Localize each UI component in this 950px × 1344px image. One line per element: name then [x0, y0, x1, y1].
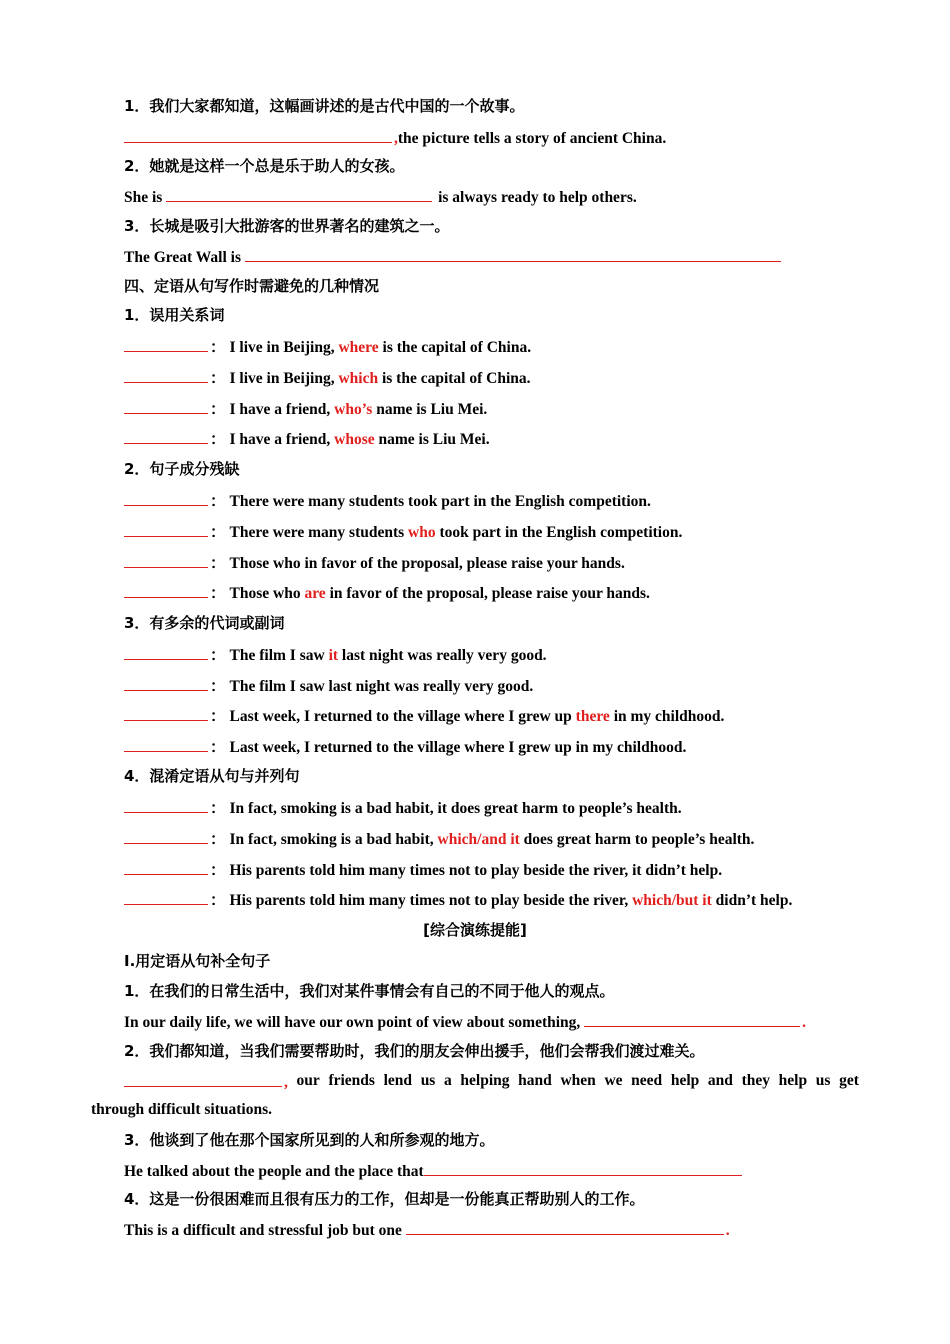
judge-blank[interactable] — [124, 797, 208, 813]
practice-title: [综合演练提能] — [423, 921, 527, 939]
zh-item-3: 3．长城是吸引大批游客的世界著名的建筑之一。 — [124, 217, 450, 235]
judge-line: ： I live in Beijing, where is the capital of China. — [124, 336, 531, 358]
judge-blank[interactable] — [124, 398, 208, 414]
answer-blank[interactable] — [406, 1219, 724, 1235]
judge-blank[interactable] — [124, 336, 208, 352]
judge-line: ： His parents told him many times not to play beside the river, it didn’t help. — [124, 859, 722, 881]
answer-blank[interactable] — [124, 1071, 282, 1087]
ex3-en: He talked about the people and the place that — [124, 1160, 744, 1182]
judge-blank[interactable] — [124, 552, 208, 568]
judge-line: ： Last week, I returned to the village where I grew up in my childhood. — [124, 736, 686, 758]
judge-line: ： I live in Beijing, which is the capital of China. — [124, 367, 531, 389]
answer-blank[interactable] — [245, 246, 781, 262]
sentence-head: The Great Wall is — [124, 249, 241, 266]
judge-line: ： Last week, I returned to the village where I grew up there in my childhood. — [124, 705, 724, 727]
judge-line: ： There were many students took part in the English competition. — [124, 490, 651, 512]
sub-title-1: 1．误用关系词 — [124, 306, 225, 324]
judge-blank[interactable] — [124, 828, 208, 844]
judge-line: ： The film I saw it last night was really very good. — [124, 644, 547, 666]
judge-blank[interactable] — [124, 736, 208, 752]
judge-blank[interactable] — [124, 889, 208, 905]
section-4-title: 四、定语从句写作时需避免的几种情况 — [124, 277, 380, 295]
answer-blank[interactable] — [166, 186, 432, 202]
ex3-cn: 3．他谈到了他在那个国家所见到的人和所参观的地方。 — [124, 1131, 495, 1149]
answer-blank[interactable] — [584, 1011, 800, 1027]
sentence-head: She is — [124, 189, 163, 206]
judge-line: ： I have a friend, who’s name is Liu Mei. — [124, 398, 487, 420]
judge-blank[interactable] — [124, 582, 208, 598]
sentence-text: the picture tells a story of ancient China. — [397, 130, 667, 147]
judge-blank[interactable] — [124, 490, 208, 506]
ex4-en: This is a difficult and stressful job but one . — [124, 1219, 730, 1241]
blank-with-comma: , — [124, 1071, 288, 1093]
ex1-en: In our daily life, we will have our own point of view about something, . — [124, 1011, 806, 1033]
ex1-cn: 1．在我们的日常生活中，我们对某件事情会有自己的不同于他人的观点。 — [124, 982, 615, 1000]
answer-line-3 — [124, 246, 783, 268]
judge-line: ： Those who in favor of the proposal, please raise your hands. — [124, 552, 625, 574]
ex2-cn: 2．我们都知道，当我们需要帮助时，我们的朋友会伸出援手，他们会帮我们渡过难关。 — [124, 1042, 705, 1060]
judge-blank[interactable] — [124, 675, 208, 691]
judge-line: ： Those who are in favor of the proposal, please raise your hands. — [124, 582, 650, 604]
judge-blank[interactable] — [124, 644, 208, 660]
judge-line: ： In fact, smoking is a bad habit, which/and it does great harm to people’s health. — [124, 828, 754, 850]
judge-blank[interactable] — [124, 521, 208, 537]
judge-blank[interactable] — [124, 367, 208, 383]
judge-line: ： The film I saw last night was really very good. — [124, 675, 533, 697]
zh-item-1: 1．我们大家都知道，这幅画讲述的是古代中国的一个故事。 — [124, 97, 525, 115]
answer-blank[interactable] — [124, 127, 392, 143]
judge-line: ： There were many students who took part in the English competition. — [124, 521, 682, 543]
judge-line: ： In fact, smoking is a bad habit, it does great harm to people’s health. — [124, 797, 682, 819]
ex4-cn: 4．这是一份很困难而且很有压力的工作，但却是一份能真正帮助别人的工作。 — [124, 1190, 645, 1208]
ex2-en: , our friends lend us a helping hand when we need help and they help us get — [124, 1071, 859, 1093]
answer-line-2 — [124, 186, 637, 208]
judge-blank[interactable] — [124, 428, 208, 444]
judge-blank[interactable] — [124, 705, 208, 721]
judge-line: ： His parents told him many times not to play beside the river, which/but it didn’t help. — [124, 889, 792, 911]
zh-item-2: 2．她就是这样一个总是乐于助人的女孩。 — [124, 157, 405, 175]
part-1-title: Ⅰ.用定语从句补全句子 — [124, 952, 271, 970]
sub-title-2: 2．句子成分残缺 — [124, 460, 240, 478]
judge-blank[interactable] — [124, 859, 208, 875]
sub-title-3: 3．有多余的代词或副词 — [124, 614, 285, 632]
answer-blank[interactable] — [424, 1160, 742, 1176]
answer-line-1 — [124, 127, 666, 149]
ex2-cont: through difficult situations. — [91, 1101, 273, 1118]
judge-line: ： I have a friend, whose name is Liu Mei. — [124, 428, 490, 450]
sub-title-4: 4．混淆定语从句与并列句 — [124, 767, 300, 785]
sentence-text: is always ready to help others. — [438, 189, 637, 206]
comma: , — [394, 130, 398, 147]
